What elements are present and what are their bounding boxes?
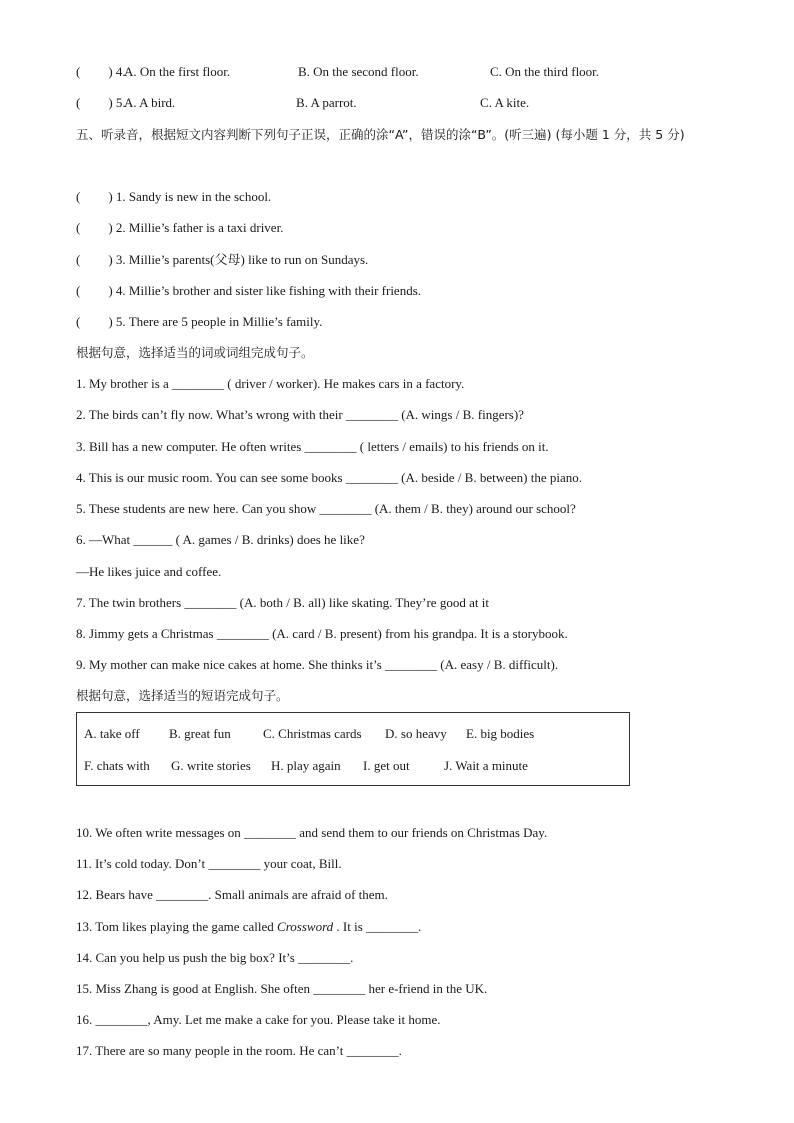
mc-question-5: ( ) 5. xyxy=(76,95,126,110)
phrase-item-16: 16. ________, Amy. Let me make a cake for you. Please take it home. xyxy=(76,1012,441,1027)
phrase-item-10: 10. We often write messages on ________ and send them to our friends on Christmas Day. xyxy=(76,825,548,840)
word-choice-heading: 根据句意，选择适当的词或词组完成句子。 xyxy=(76,345,314,360)
phrase-item-13: 13. Tom likes playing the game called Crossword . It is ________. xyxy=(76,919,422,934)
mc-option-c: C. A kite. xyxy=(480,95,530,110)
mc-option-b: B. On the second floor. xyxy=(298,64,419,79)
phrase-item-14: 14. Can you help us push the big box? It’s ________. xyxy=(76,950,354,965)
mc-question-4: ( ) 4. xyxy=(76,64,126,79)
phrase-option: J. Wait a minute xyxy=(444,758,528,773)
answer-paren[interactable]: ( xyxy=(76,314,81,329)
word-choice-item-4: 4. This is our music room. You can see some books ________ (A. beside / B. between) the piano. xyxy=(76,470,582,485)
phrase-item-17: 17. There are so many people in the room. He can’t ________. xyxy=(76,1043,402,1058)
phrase-option: D. so heavy xyxy=(385,726,447,741)
word-choice-item-7: 7. The twin brothers ________ (A. both / B. all) like skating. They’re good at it xyxy=(76,595,489,610)
phrase-option: B. great fun xyxy=(169,726,231,741)
word-choice-item-9: 9. My mother can make nice cakes at home. She thinks it’s ________ (A. easy / B. difficult). xyxy=(76,657,559,672)
tf-question-3: ( ) 3. Millie’s parents(父母) like to run on Sundays. xyxy=(76,252,369,267)
phrase-option: A. take off xyxy=(84,726,140,741)
mc-option-b: B. A parrot. xyxy=(296,95,357,110)
phrase-item-11: 11. It’s cold today. Don’t ________ your coat, Bill. xyxy=(76,856,342,871)
phrase-option: F. chats with xyxy=(84,758,150,773)
mc-option-a: A. A bird. xyxy=(124,95,176,110)
phrase-item-15: 15. Miss Zhang is good at English. She often ________ her e-friend in the UK. xyxy=(76,981,488,996)
phrase-item-12: 12. Bears have ________. Small animals are afraid of them. xyxy=(76,887,388,902)
word-choice-item-6-answer: —He likes juice and coffee. xyxy=(76,564,222,579)
word-choice-item-2: 2. The birds can’t fly now. What’s wrong with their ________ (A. wings / B. fingers)? xyxy=(76,407,524,422)
mc-option-c: C. On the third floor. xyxy=(490,64,600,79)
word-choice-item-8: 8. Jimmy gets a Christmas ________ (A. card / B. present) from his grandpa. It is a storybook. xyxy=(76,626,568,641)
tf-question-1: ( ) 1. Sandy is new in the school. xyxy=(76,189,272,204)
word-choice-item-6: 6. —What ______ ( A. games / B. drinks) does he like? xyxy=(76,532,365,547)
phrase-option: H. play again xyxy=(271,758,341,773)
phrase-option: I. get out xyxy=(363,758,410,773)
phrase-choice-heading: 根据句意，选择适当的短语完成句子。 xyxy=(76,688,289,703)
mc-option-a: A. On the first floor. xyxy=(124,64,231,79)
phrase-options-box xyxy=(76,712,630,786)
answer-paren[interactable]: ( xyxy=(76,220,81,235)
tf-question-2: ( ) 2. Millie’s father is a taxi driver. xyxy=(76,220,284,235)
section-5-heading: 五、听录音，根据短文内容判断下列句子正误，正确的涂“A”，错误的涂“B”。(听三遍) (每小题 1 分，共 5 分) xyxy=(76,127,685,142)
phrase-option: E. big bodies xyxy=(466,726,535,741)
game-title: Crossword xyxy=(277,919,334,934)
tf-question-5: ( ) 5. There are 5 people in Millie’s family. xyxy=(76,314,323,329)
answer-paren[interactable]: ( xyxy=(76,64,81,79)
answer-paren[interactable]: ( xyxy=(76,252,81,267)
word-choice-item-5: 5. These students are new here. Can you show ________ (A. them / B. they) around our school? xyxy=(76,501,576,516)
phrase-option: G. write stories xyxy=(171,758,251,773)
word-choice-item-3: 3. Bill has a new computer. He often writes ________ ( letters / emails) to his friends on it. xyxy=(76,439,549,454)
phrase-option: C. Christmas cards xyxy=(263,726,362,741)
answer-paren[interactable]: ( xyxy=(76,283,81,298)
answer-paren[interactable]: ( xyxy=(76,189,81,204)
word-choice-item-1: 1. My brother is a ________ ( driver / worker). He makes cars in a factory. xyxy=(76,376,465,391)
answer-paren[interactable]: ( xyxy=(76,95,81,110)
tf-question-4: ( ) 4. Millie’s brother and sister like fishing with their friends. xyxy=(76,283,422,298)
